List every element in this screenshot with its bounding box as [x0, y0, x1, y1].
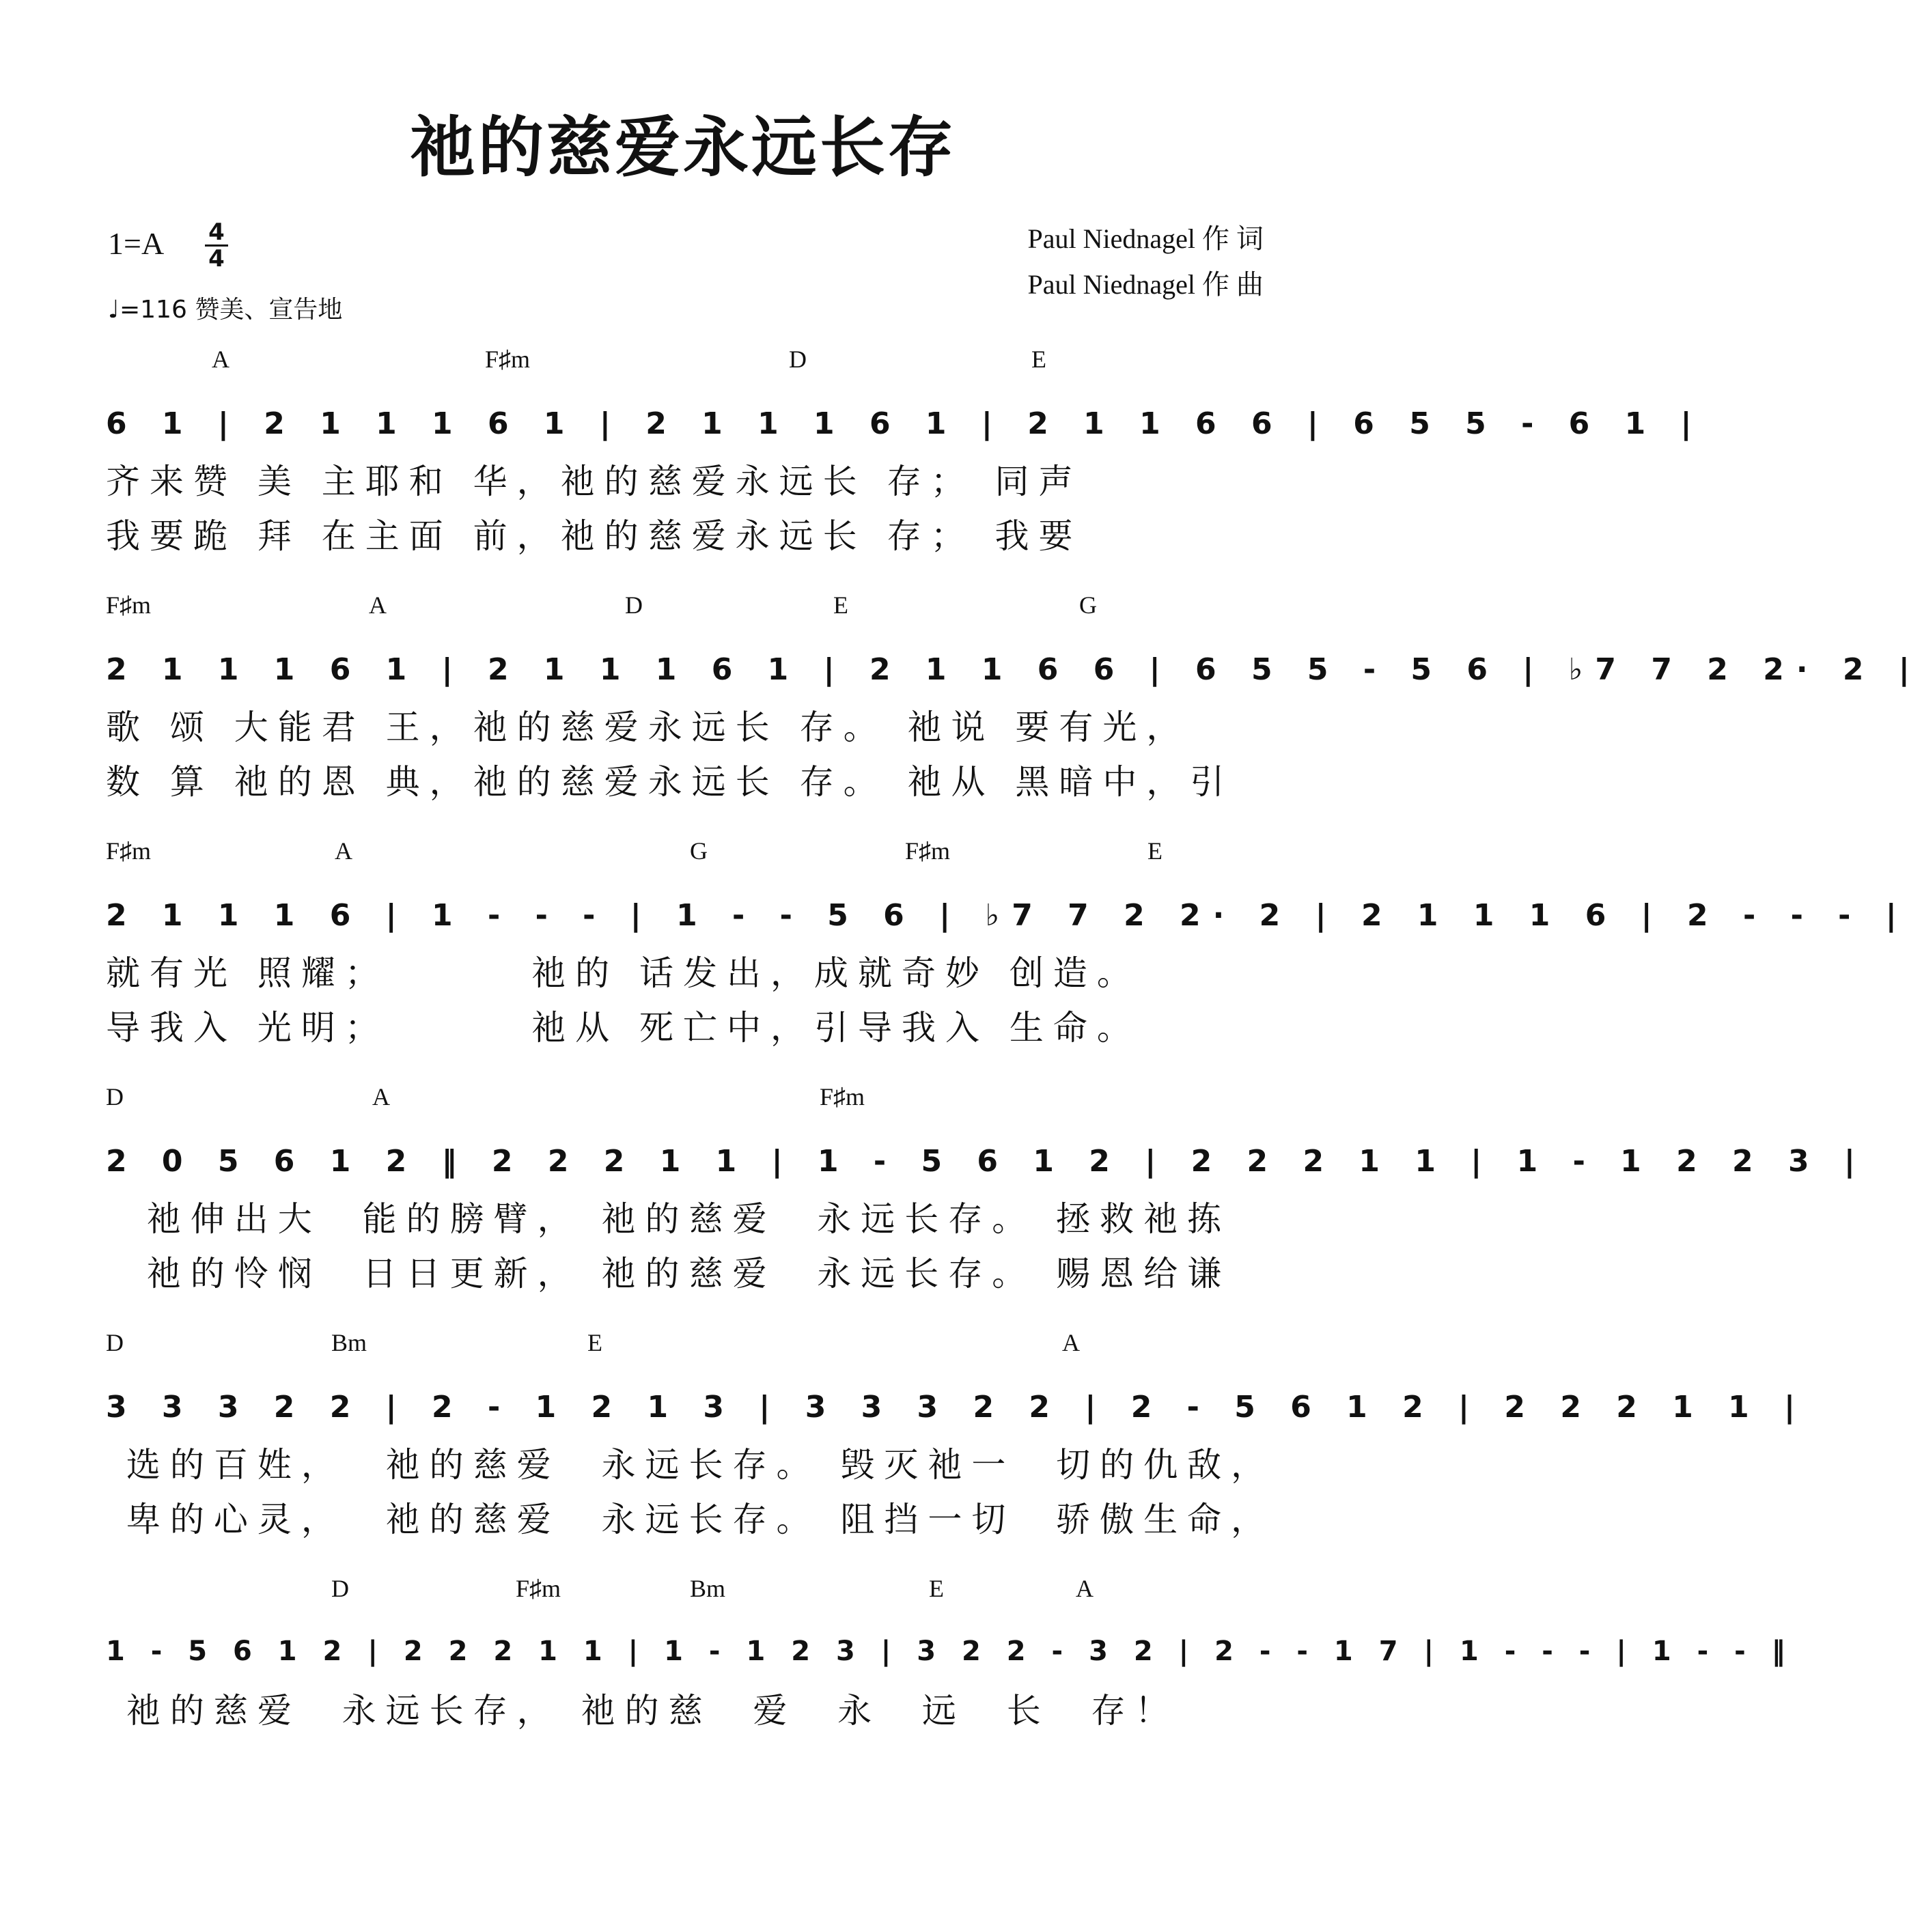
chord-label: E [1031, 346, 1046, 373]
notation-row: 2 0 5 6 1 2 ‖ 2 2 2 1 1 | 1 - 5 6 1 2 | 2 2 2 1 1 | 1 - 1 2 2 3 | [106, 1144, 1867, 1179]
chord-row [106, 591, 1281, 625]
chord-row [106, 345, 1281, 379]
time-signature-top: 4 [208, 219, 225, 246]
notation-row: 3 3 3 2 2 | 2 - 1 2 1 3 | 3 3 3 2 2 | 2 - 5 6 1 2 | 2 2 2 1 1 | [106, 1390, 1808, 1425]
chord-label: Bm [331, 1329, 367, 1356]
lyric-verse-1: 歌 颂 大能君 王，祂的慈爱永远长 存。 祂说 要有光， [106, 708, 1190, 747]
chord-label: A [335, 837, 352, 865]
chord-label: A [1062, 1329, 1080, 1356]
notation-row: 2 1 1 1 6 | 1 - - - | 1 - - 5 6 | ♭7 7 2 2· 2 | 2 1 1 1 6 | 2 - - - | [106, 898, 1909, 933]
music-system-4 [0, 1082, 1867, 1328]
chord-label: A [372, 1083, 390, 1110]
time-signature [205, 220, 228, 271]
chord-label: G [1079, 591, 1097, 619]
chord-label: D [106, 1329, 124, 1356]
chord-label: D [331, 1575, 349, 1602]
lyric-verse-1: 祂伸出大 能的膀臂， 祂的慈爱 永远长存。 拯救祂拣 [106, 1199, 1231, 1239]
lyricist-credit: Paul Niednagel 作 词 [1027, 223, 1264, 254]
chord-label: F♯m [485, 346, 531, 373]
chord-row [106, 1574, 1281, 1608]
chord-label: F♯m [905, 837, 951, 865]
chord-row [106, 837, 1281, 871]
music-system-3 [0, 837, 1909, 1082]
lyric-verse-1: 齐来赞 美 主耶和 华，祂的慈爱永远长 存； 同声 [106, 462, 1083, 501]
music-system-5 [0, 1328, 1808, 1574]
music-system-1 [0, 345, 1704, 591]
chord-label: F♯m [106, 591, 152, 619]
chord-label: Bm [690, 1575, 726, 1602]
chord-label: F♯m [516, 1575, 561, 1602]
chord-label: D [625, 591, 643, 619]
tempo-marking [108, 290, 342, 325]
music-system-6 [0, 1574, 1794, 1820]
music-system-2 [0, 591, 1922, 837]
key-signature: 1=A [108, 226, 165, 261]
chord-label: D [106, 1083, 124, 1110]
lyric-verse-1: 选的百姓， 祂的慈爱 永远长存。 毁灭祂一 切的仇敌， [106, 1445, 1275, 1485]
quarter-note-icon: ♩ [108, 296, 120, 324]
chord-label: A [212, 346, 229, 373]
notation-row: 6 1 | 2 1 1 1 6 1 | 2 1 1 1 6 1 | 2 1 1 6 6 | 6 5 5 - 6 1 | [106, 406, 1704, 441]
chord-row [106, 1082, 1281, 1117]
tempo-style: 赞美、宣告地 [195, 296, 343, 324]
lyric-verse-2: 我要跪 拜 在主面 前，祂的慈爱永远长 存； 我要 [106, 516, 1083, 556]
chord-label: E [587, 1329, 602, 1356]
chord-row [106, 1328, 1281, 1362]
lyric-verse-2: 导我入 光明； 祂从 死亡中，引导我入 生命。 [106, 1008, 1141, 1048]
chord-label: E [929, 1575, 944, 1602]
lyric-verse-2: 数 算 祂的恩 典，祂的慈爱永远长 存。 祂从 黑暗中，引 [106, 762, 1234, 802]
chord-label: F♯m [106, 837, 152, 865]
lyric-verse-2: 祂的怜悯 日日更新， 祂的慈爱 永远长存。 赐恩给谦 [106, 1254, 1231, 1293]
lyric-verse-1: 就有光 照耀； 祂的 话发出，成就奇妙 创造。 [106, 953, 1141, 993]
chord-label: G [690, 837, 708, 865]
lyric-verse-2: 卑的心灵， 祂的慈爱 永远长存。 阻挡一切 骄傲生命， [106, 1500, 1275, 1539]
time-signature-bottom: 4 [205, 244, 228, 271]
tempo-value: =116 [119, 296, 187, 324]
chord-label: F♯m [820, 1083, 865, 1110]
notation-row: 1 - 5 6 1 2 | 2 2 2 1 1 | 1 - 1 2 3 | 3 2 2 - 3 2 | 2 - - 1 7 | 1 - - - | 1 - - ‖ [106, 1636, 1794, 1667]
chord-label: E [833, 591, 848, 619]
chord-label: A [369, 591, 387, 619]
lyric-verse-1: 祂的慈爱 永远长存， 祂的慈 爱 永 远 长 存！ [106, 1691, 1179, 1731]
chord-label: A [1076, 1575, 1094, 1602]
chord-label: E [1147, 837, 1162, 865]
page-title: 祂的慈爱永远长存 [410, 109, 956, 186]
composer-credit: Paul Niednagel 作 曲 [1027, 269, 1264, 300]
chord-label: D [789, 346, 807, 373]
notation-row: 2 1 1 1 6 1 | 2 1 1 1 6 1 | 2 1 1 6 6 | 6 5 5 - 5 6 | ♭7 7 2 2· 2 | [106, 652, 1922, 687]
